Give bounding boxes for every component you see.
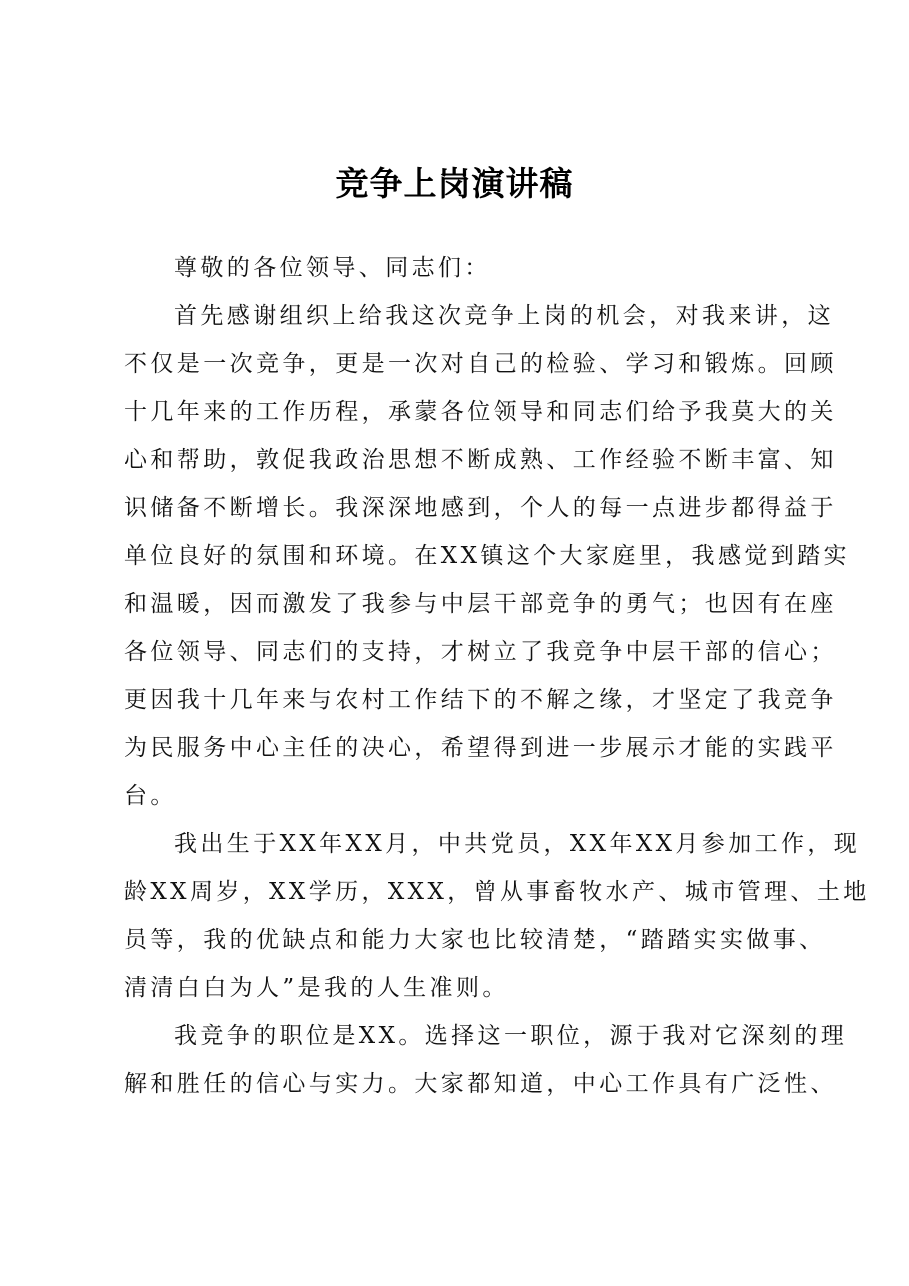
- text-line: 为民服务中心主任的决心，希望得到进一步展示才能的实践平: [124, 735, 837, 761]
- text-line: 十几年来的工作历程，承蒙各位领导和同志们给予我莫大的关: [124, 399, 837, 425]
- text-line: 尊敬的各位领导、同志们：: [174, 255, 491, 281]
- text-line: 员等，我的优缺点和能力大家也比较清楚，“踏踏实实做事、: [124, 927, 826, 953]
- document-title: 竞争上岗演讲稿: [335, 164, 574, 203]
- text-line: 清清白白为人”是我的人生准则。: [124, 975, 509, 1001]
- text-line: 心和帮助，敦促我政治思想不断成熟、工作经验不断丰富、知: [124, 447, 837, 473]
- text-line: 单位良好的氛围和环境。在XX镇这个大家庭里，我感觉到踏实: [124, 543, 850, 569]
- text-line: 各位领导、同志们的支持，才树立了我竞争中层干部的信心；: [124, 639, 837, 665]
- document-body: [124, 244, 870, 1108]
- text-line: 更因我十几年来与农村工作结下的不解之缘，才坚定了我竞争: [124, 687, 837, 713]
- text-line: 不仅是一次竞争，更是一次对自己的检验、学习和锻炼。回顾: [124, 351, 837, 377]
- text-line: 我出生于XX年XX月，中共党员，XX年XX月参加工作，现: [174, 831, 861, 857]
- text-line: 我竞争的职位是XX。选择这一职位，源于我对它深刻的理: [174, 1023, 848, 1049]
- paragraph-3: [124, 1012, 848, 1108]
- text-line: 龄XX周岁，XX学历，XXX，曾从事畜牧水产、城市管理、土地: [124, 879, 870, 905]
- paragraph-2: [124, 820, 870, 1012]
- text-line: 解和胜任的信心与实力。大家都知道，中心工作具有广泛性、: [124, 1071, 837, 1097]
- paragraph-1: [124, 292, 850, 820]
- text-line: 首先感谢组织上给我这次竞争上岗的机会，对我来讲，这: [174, 303, 834, 329]
- text-line: 识储备不断增长。我深深地感到，个人的每一点进步都得益于: [124, 495, 837, 521]
- paragraph-salutation: [124, 244, 800, 292]
- text-line: 台。: [124, 783, 177, 809]
- text-line: 和温暖，因而激发了我参与中层干部竞争的勇气；也因有在座: [124, 591, 837, 617]
